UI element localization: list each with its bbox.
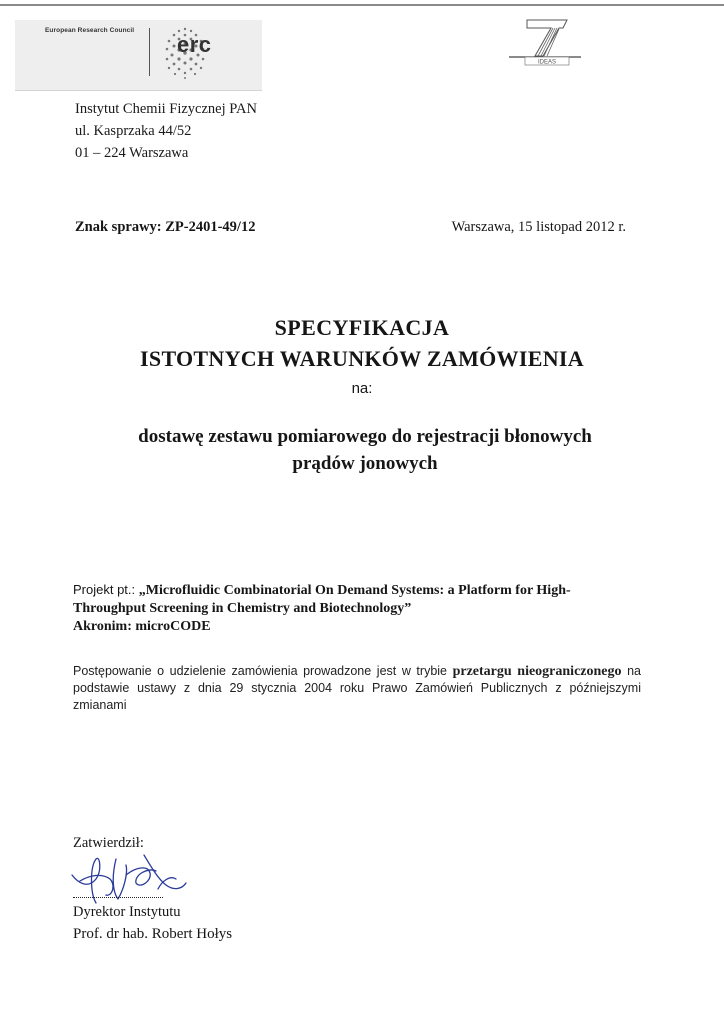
title-na: na:: [351, 380, 373, 397]
procedure-paragraph: [73, 663, 641, 714]
erc-mark-text: erc: [177, 32, 212, 57]
project-acronym: [73, 618, 653, 636]
address-line-2: ul. Kasprzaka 44/52: [75, 123, 192, 139]
project-title-line-2: [73, 600, 653, 618]
address-line-1: Instytut Chemii Fizycznej PAN: [75, 101, 257, 117]
project-title-line-1: [73, 581, 653, 600]
project-info: [73, 581, 653, 636]
document-title-line-1: SPECYFIKACJA: [274, 315, 450, 340]
address-line-3: 01 – 224 Warszawa: [75, 145, 189, 161]
institute-address: [75, 98, 257, 164]
erc-divider: [149, 28, 150, 76]
signer-name: Prof. dr hab. Robert Hołys: [73, 926, 233, 942]
procedure-text-after: na podstawie ustawy z dnia 29 stycznia 2004 roku Prawo Zamówień Publicznych z późniejszymi zmianami: [73, 664, 641, 712]
procedure-highlight: przetargu nieograniczonego: [452, 664, 622, 679]
ideas-logo: [505, 18, 585, 68]
project-name-part-1: „Microfluidic Combinatorial On Demand Systems: a Platform for High-: [138, 583, 571, 598]
document-date: Warszawa, 15 listopad 2012 r.: [451, 219, 626, 235]
document-title-line-2: ISTOTNYCH WARUNKÓW ZAMÓWIENIA: [140, 346, 584, 371]
signature-dotted-line: [73, 897, 163, 898]
signer-title: Dyrektor Instytutu: [73, 904, 181, 920]
project-name-part-2: Throughput Screening in Chemistry and Biotechnology”: [73, 601, 412, 616]
order-subject: [70, 423, 660, 477]
subject-line-2: prądów jonowych: [292, 453, 438, 474]
procedure-text-before: Postępowanie o udzielenie zamówienia prowadzone jest w trybie: [73, 664, 453, 678]
project-label: Projekt pt.:: [73, 582, 139, 597]
case-reference: Znak sprawy: ZP-2401-49/12: [75, 219, 256, 235]
top-border-line: [0, 4, 724, 6]
subject-line-1: dostawę zestawu pomiarowego do rejestracji błonowych: [138, 426, 592, 447]
erc-council-text: European Research Council: [45, 27, 135, 34]
project-acronym-text: Akronim: microCODE: [73, 619, 211, 634]
ideas-label: IDEAS: [537, 59, 557, 66]
approved-label: Zatwierdził:: [73, 835, 144, 851]
erc-logo: [15, 20, 262, 91]
